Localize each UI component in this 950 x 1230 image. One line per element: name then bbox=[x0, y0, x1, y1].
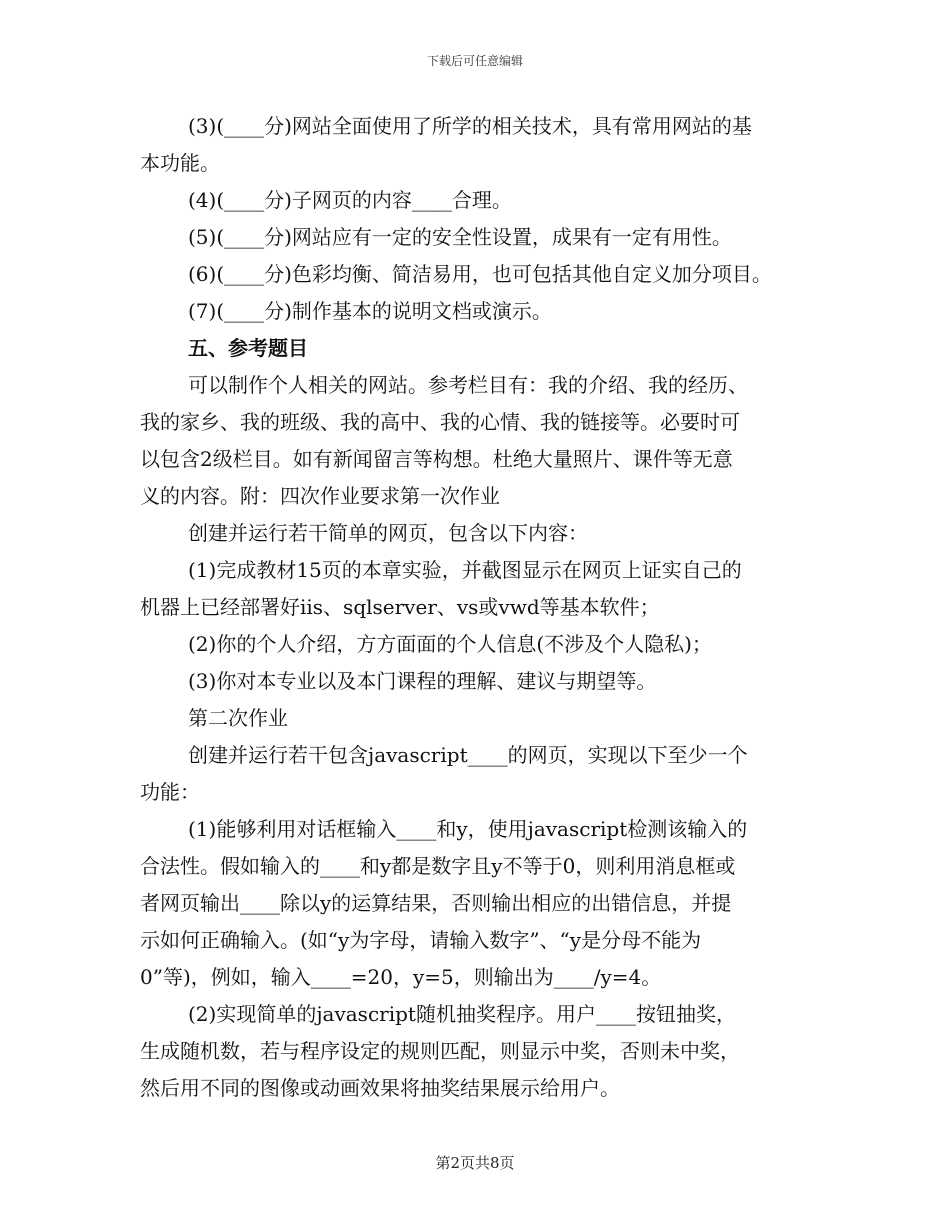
text-line: (2)你的个人介绍，方方面面的个人信息(不涉及个人隐私)； bbox=[188, 632, 712, 656]
text-line: 第二次作业 bbox=[188, 706, 288, 730]
text-line: (4)(____分)子网页的内容____合理。 bbox=[188, 188, 512, 212]
text-line: (5)(____分)网站应有一定的安全性设置，成果有一定有用性。 bbox=[188, 225, 732, 249]
text-line: 我的家乡、我的班级、我的高中、我的心情、我的链接等。必要时可 bbox=[140, 410, 740, 434]
text-line: 合法性。假如输入的____和y都是数字且y不等于0，则利用消息框或 bbox=[140, 854, 736, 878]
text-line: (1)完成教材15页的本章实验，并截图显示在网页上证实自己的 bbox=[188, 558, 742, 582]
text-line: 以包含2级栏目。如有新闻留言等构想。杜绝大量照片、课件等无意 bbox=[140, 447, 733, 471]
text-line: (7)(____分)制作基本的说明文档或演示。 bbox=[188, 299, 552, 323]
text-line: 者网页输出____除以y的运算结果，否则输出相应的出错信息，并提 bbox=[140, 891, 732, 915]
text-line: 创建并运行若干包含javascript____的网页，实现以下至少一个 bbox=[188, 743, 748, 767]
text-line: 0”等)，例如，输入____=20，y=5，则输出为____/y=4。 bbox=[140, 965, 662, 989]
document-body bbox=[140, 108, 830, 1107]
text-line: 创建并运行若干简单的网页，包含以下内容： bbox=[188, 521, 588, 545]
text-line: 然后用不同的图像或动画效果将抽奖结果展示给用户。 bbox=[140, 1076, 620, 1100]
text-line: 示如何正确输入。(如“y为字母，请输入数字”、“y是分母不能为 bbox=[140, 928, 702, 952]
text-line: (3)你对本专业以及本门课程的理解、建议与期望等。 bbox=[188, 669, 657, 693]
text-line: (1)能够利用对话框输入____和y，使用javascript检测该输入的 bbox=[188, 817, 748, 841]
text-line: 可以制作个人相关的网站。参考栏目有：我的介绍、我的经历、 bbox=[188, 373, 748, 397]
text-line: (6)(____分)色彩均衡、简洁易用，也可包括其他自定义加分项目。 bbox=[188, 262, 772, 286]
section-heading: 五、参考题目 bbox=[188, 336, 308, 360]
text-line: 生成随机数，若与程序设定的规则匹配，则显示中奖，否则未中奖， bbox=[140, 1039, 740, 1063]
text-line: (2)实现简单的javascript随机抽奖程序。用户____按钮抽奖， bbox=[188, 1002, 736, 1026]
text-line: (3)(____分)网站全面使用了所学的相关技术，具有常用网站的基 bbox=[188, 114, 752, 138]
page-footer: 第2页共8页 bbox=[435, 1154, 515, 1172]
text-line: 机器上已经部署好iis、sqlserver、vs或vwd等基本软件； bbox=[140, 595, 660, 619]
text-line: 功能： bbox=[140, 780, 200, 804]
text-line: 本功能。 bbox=[140, 151, 220, 175]
page-header: 下载后可任意编辑 bbox=[426, 54, 523, 68]
text-line: 义的内容。附：四次作业要求第一次作业 bbox=[140, 484, 500, 508]
